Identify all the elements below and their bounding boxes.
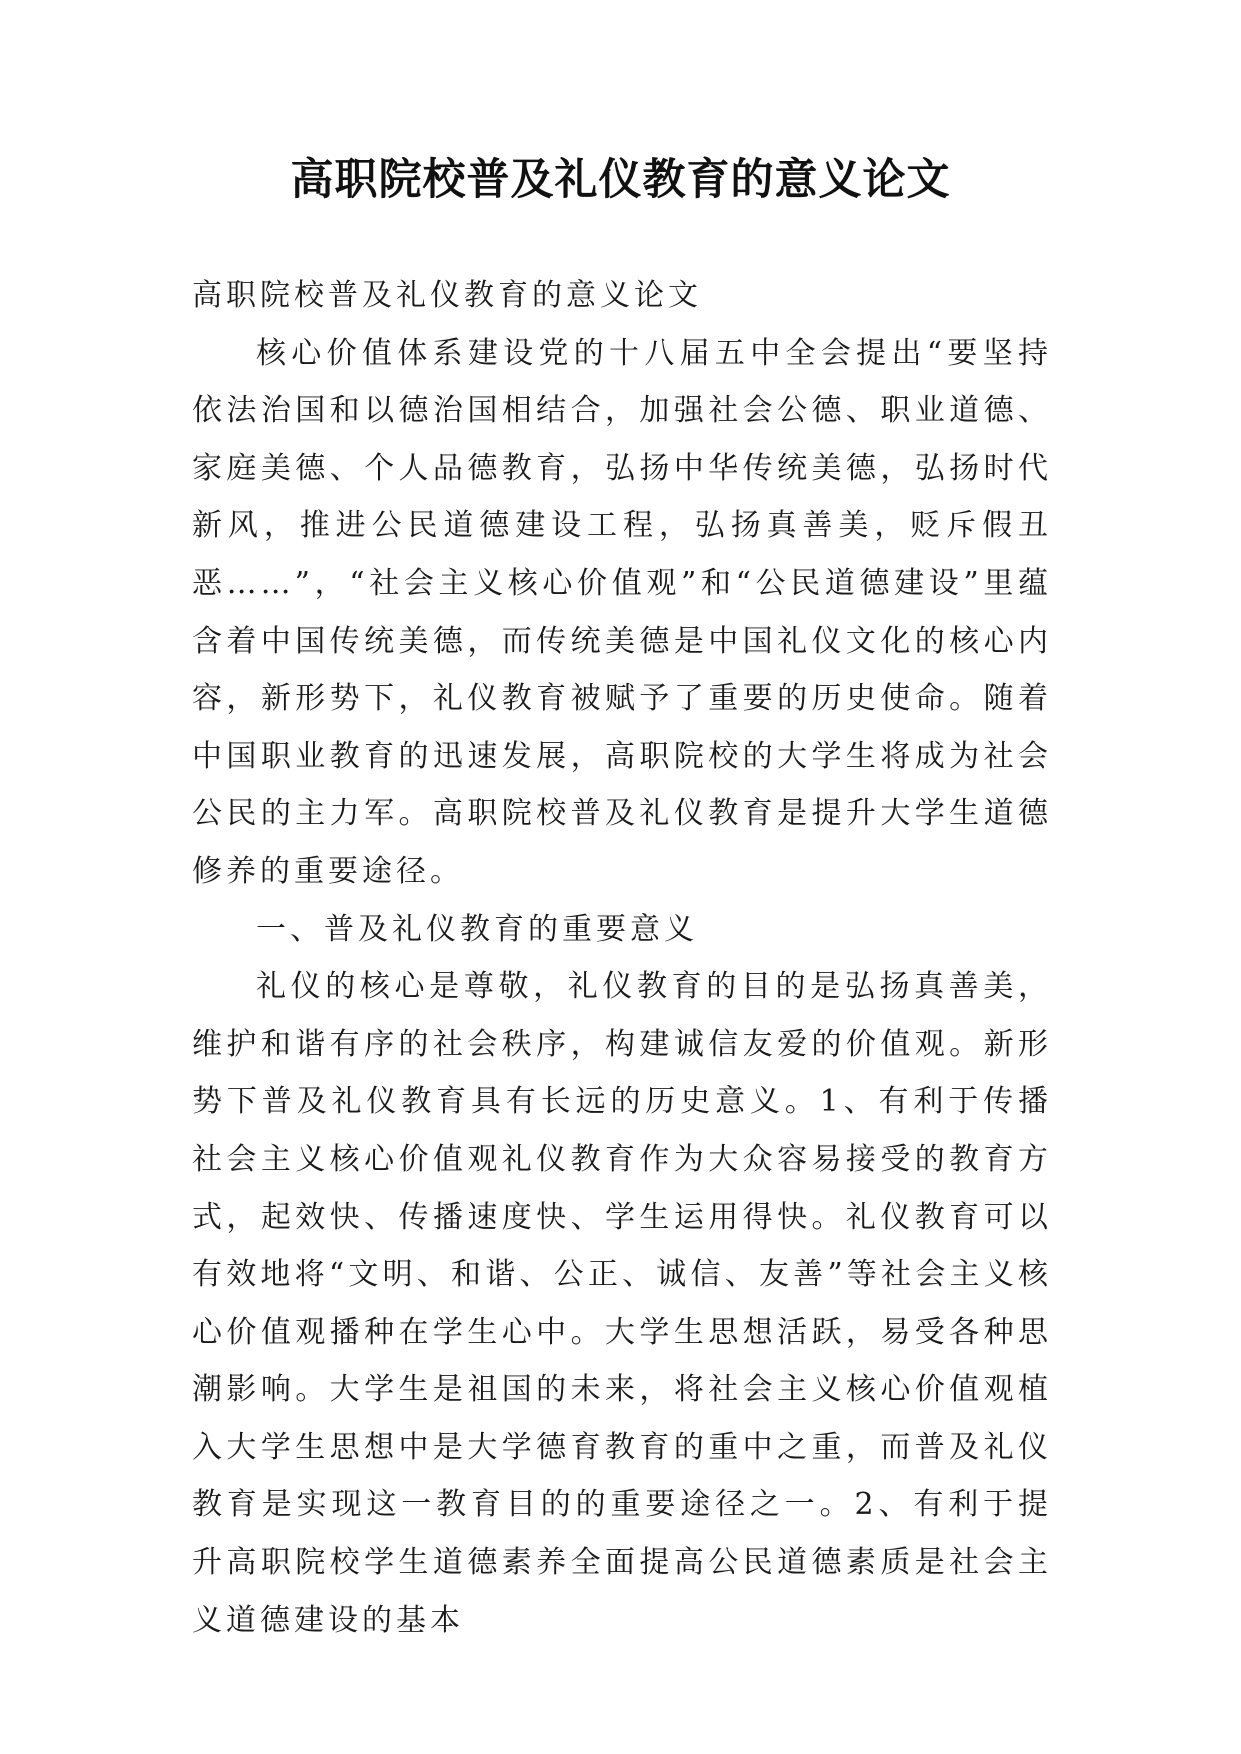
paragraph-body: 礼仪的核心是尊敬，礼仪教育的目的是弘扬真善美，维护和谐有序的社会秩序，构建诚信友爱的价值观。新形势下普及礼仪教育具有长远的历史意义。1、有利于传播社会主义核心价值观礼仪教育作为大众容易接受的教育方式，起效快、传播速度快、学生运用得快。礼仪教育可以有效地将“文明、和谐、公正、诚信、友善”等社会主义核心价值观播种在学生心中。大学生思想活跃，易受各种思潮影响。大学生是祖国的未来，将社会主义核心价值观植入大学生思想中是大学德育教育的重中之重，而普及礼仪教育是实现这一教育目的的重要途径之一。2、有利于提升高职院校学生道德素养全面提高公民道德素质是社会主义道德建设的基本: [192, 969, 1052, 1638]
section-heading: 一、普及礼仪教育的重要意义: [256, 911, 698, 947]
document-body: [192, 267, 1052, 1649]
paragraph-heading-line: 高职院校普及礼仪教育的意义论文: [192, 278, 702, 313]
paragraph-intro: 核心价值体系建设党的十八届五中全会提出“要坚持依法治国和以德治国相结合，加强社会公德、职业道德、家庭美德、个人品德教育，弘扬中华传统美德，弘扬时代新风，推进公民道德建设工程，弘扬真善美，贬斥假丑恶……”，“社会主义核心价值观”和“公民道德建设”里蕴含着中国传统美德，而传统美德是中国礼仪文化的核心内容，新形势下，礼仪教育被赋予了重要的历史使命。随着中国职业教育的迅速发展，高职院校的大学生将成为社会公民的主力军。高职院校普及礼仪教育是提升大学生道德修养的重要途径。: [192, 335, 1052, 889]
document-title: 高职院校普及礼仪教育的意义论文: [290, 155, 951, 205]
